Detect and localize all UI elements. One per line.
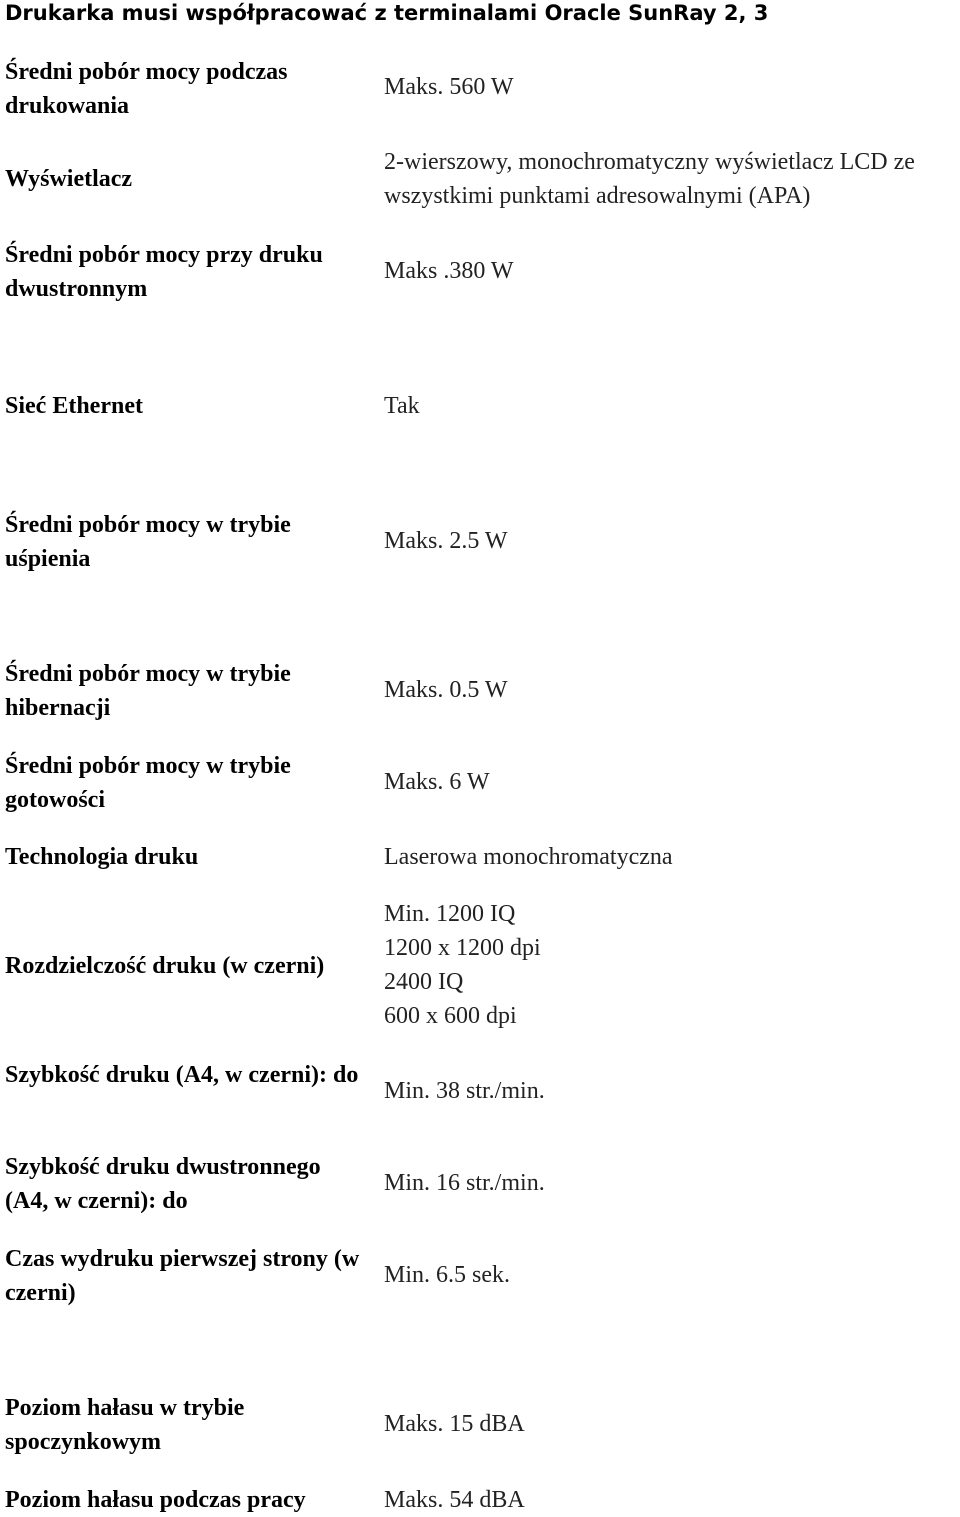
spec-value <box>384 254 959 288</box>
spec-value <box>384 765 959 799</box>
spec-value-line: Min. 38 str./min. <box>384 1078 545 1104</box>
spec-value-line: Maks. 6 W <box>384 769 490 795</box>
spec-value <box>384 1074 959 1108</box>
spec-value-line: wszystkimi punktami adresowalnymi (APA) <box>384 183 811 209</box>
spec-value <box>384 897 959 1033</box>
spec-label: Rozdzielczość druku (w czerni) <box>5 953 325 979</box>
spec-value-line: Maks. 560 W <box>384 74 514 100</box>
spec-label: Wyświetlacz <box>5 166 133 192</box>
spec-label: Sieć Ethernet <box>5 393 143 419</box>
spec-label: Szybkość druku (A4, w czerni): do <box>5 1062 359 1088</box>
spec-value <box>384 389 959 423</box>
spec-value <box>384 145 959 213</box>
spec-value-line: Maks. 0.5 W <box>384 677 508 703</box>
spec-value-line: 1200 x 1200 dpi <box>384 935 541 961</box>
spec-value-line: Min. 16 str./min. <box>384 1170 545 1196</box>
spec-value <box>384 70 959 104</box>
spec-value-line: Tak <box>384 393 420 419</box>
spec-label: Średni pobór mocy w trybie uśpienia <box>5 512 291 572</box>
spec-value-line: Min. 6.5 sek. <box>384 1262 510 1288</box>
spec-value <box>384 1407 959 1441</box>
spec-label: Średni pobór mocy w trybie hibernacji <box>5 661 291 721</box>
spec-value-line: Maks. 2.5 W <box>384 528 508 554</box>
spec-value <box>384 673 959 707</box>
spec-value-line: 600 x 600 dpi <box>384 1003 517 1029</box>
spec-value <box>384 1483 959 1517</box>
spec-label: Szybkość druku dwustronnego (A4, w czerni): do <box>5 1154 321 1214</box>
spec-value <box>384 1258 959 1292</box>
spec-label: Poziom hałasu podczas pracy <box>5 1487 306 1513</box>
spec-label: Średni pobór mocy przy druku dwustronnym <box>5 242 323 302</box>
spec-value-line: Laserowa monochromatyczna <box>384 844 673 870</box>
spec-value-line: Maks. 54 dBA <box>384 1487 525 1513</box>
spec-value <box>384 1166 959 1200</box>
spec-value <box>384 524 959 558</box>
spec-label: Średni pobór mocy podczas drukowania <box>5 59 288 119</box>
spec-label: Średni pobór mocy w trybie gotowości <box>5 753 291 813</box>
spec-value-line: Maks .380 W <box>384 258 514 284</box>
spec-label: Poziom hałasu w trybie spoczynkowym <box>5 1395 245 1455</box>
spec-value-line: Min. 1200 IQ <box>384 901 516 927</box>
spec-value-line: Maks. 15 dBA <box>384 1411 525 1437</box>
spec-value-line: 2-wierszowy, monochromatyczny wyświetlacz LCD ze <box>384 149 915 175</box>
document-title: Drukarka musi współpracować z terminalami Oracle SunRay 2, 3 <box>5 1 769 25</box>
spec-value <box>384 840 959 874</box>
spec-label: Technologia druku <box>5 844 199 870</box>
spec-label: Czas wydruku pierwszej strony (w czerni) <box>5 1246 360 1306</box>
spec-value-line: 2400 IQ <box>384 969 464 995</box>
